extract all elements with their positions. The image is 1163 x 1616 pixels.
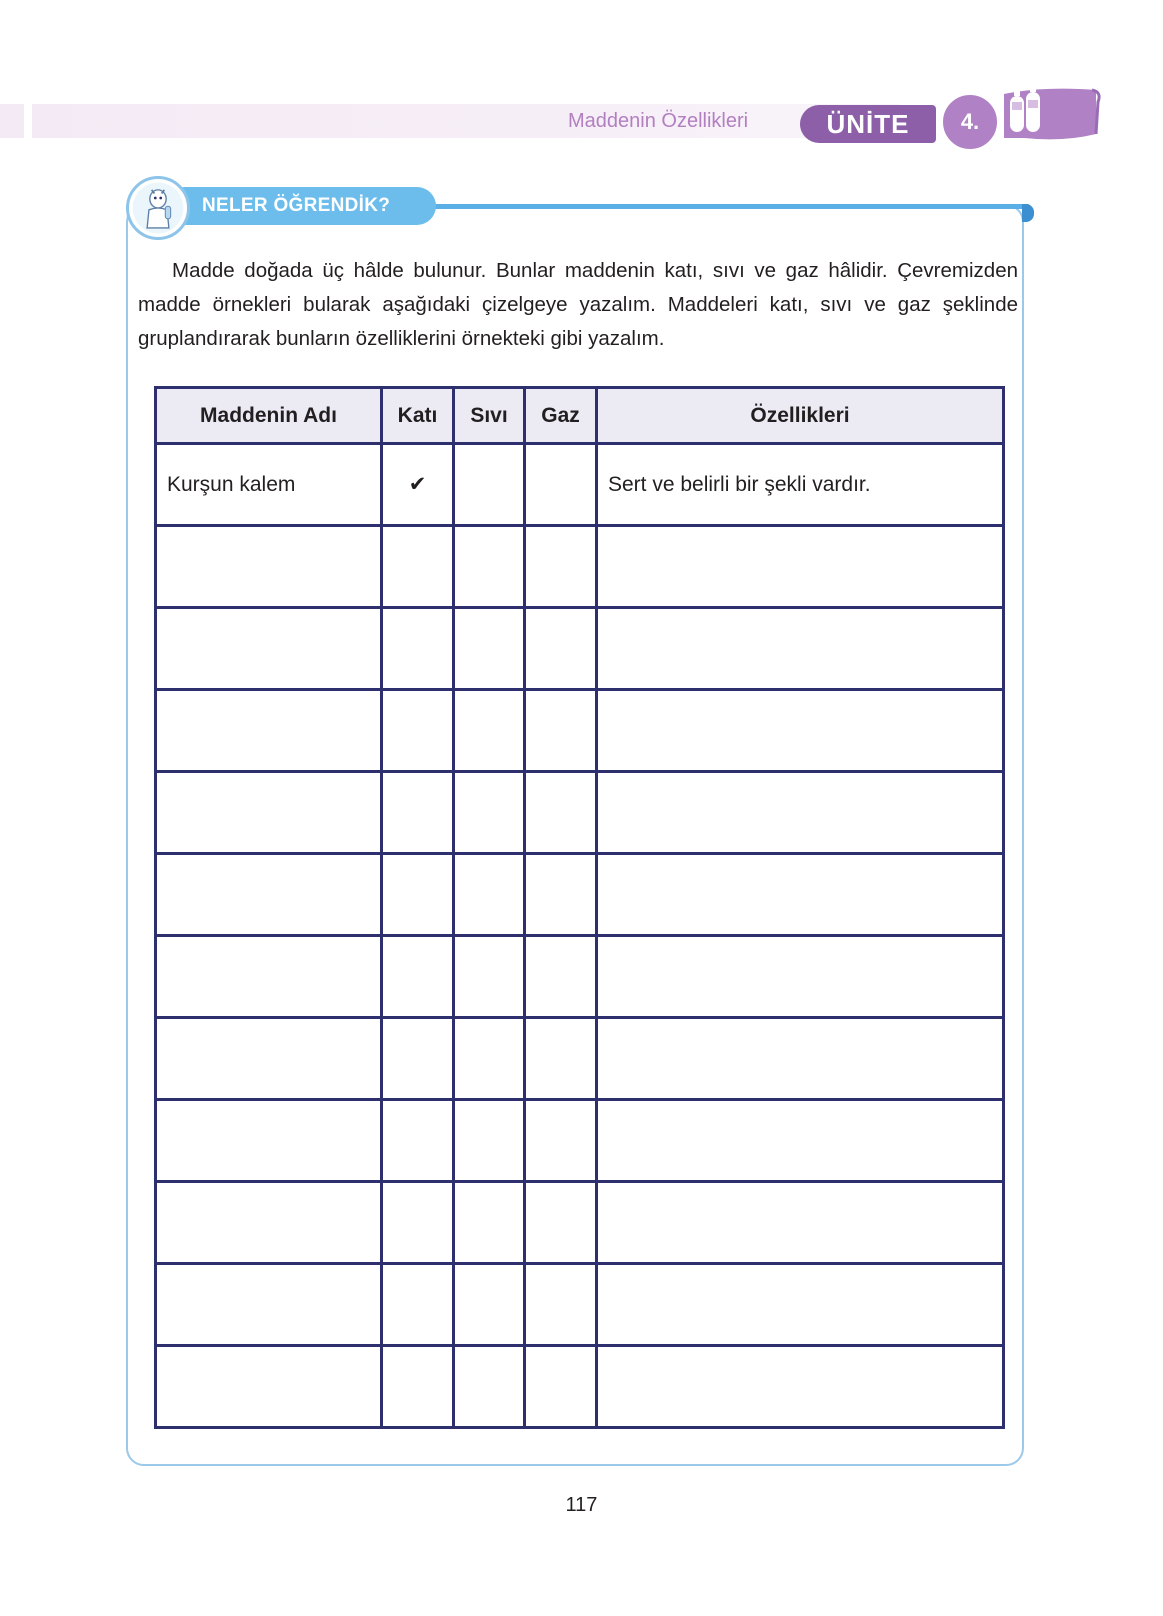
properties-cell[interactable]: Sert ve belirli bir şekli vardır. <box>597 444 1004 526</box>
gas-cell[interactable] <box>525 772 597 854</box>
table-row <box>156 1100 1004 1182</box>
liquid-cell[interactable] <box>454 526 525 608</box>
properties-cell[interactable] <box>597 608 1004 690</box>
gas-cell[interactable] <box>525 936 597 1018</box>
gas-cell[interactable] <box>525 526 597 608</box>
unit-label: ÜNİTE <box>800 105 936 143</box>
test-tubes-icon <box>984 82 1104 154</box>
header-properties: Özellikleri <box>597 388 1004 444</box>
table-header-row <box>156 388 1004 444</box>
gas-cell[interactable] <box>525 1346 597 1428</box>
header-band-notch <box>24 104 32 138</box>
page-number: 117 <box>565 1494 598 1516</box>
properties-cell[interactable] <box>597 772 1004 854</box>
table-row <box>156 1264 1004 1346</box>
table-row <box>156 1182 1004 1264</box>
properties-cell[interactable] <box>597 1182 1004 1264</box>
properties-cell[interactable] <box>597 690 1004 772</box>
table-row <box>156 936 1004 1018</box>
liquid-cell[interactable] <box>454 1018 525 1100</box>
table-row <box>156 444 1004 526</box>
solid-cell[interactable] <box>382 936 454 1018</box>
table-row <box>156 854 1004 936</box>
solid-cell[interactable] <box>382 1100 454 1182</box>
substance-name-cell[interactable] <box>156 1018 382 1100</box>
liquid-cell[interactable] <box>454 1346 525 1428</box>
substance-name-cell[interactable] <box>156 690 382 772</box>
solid-cell[interactable] <box>382 690 454 772</box>
header-solid: Katı <box>382 388 454 444</box>
title-rule <box>430 204 1030 209</box>
header-substance-name: Maddenin Adı <box>156 388 382 444</box>
solid-cell[interactable] <box>382 1346 454 1428</box>
states-of-matter-table-wrapper <box>154 386 1005 1429</box>
solid-cell[interactable] <box>382 1018 454 1100</box>
solid-checkmark-icon[interactable]: ✔ <box>382 444 454 526</box>
liquid-cell[interactable] <box>454 1264 525 1346</box>
substance-name-cell[interactable] <box>156 772 382 854</box>
properties-cell[interactable] <box>597 1346 1004 1428</box>
substance-name-cell[interactable] <box>156 1264 382 1346</box>
gas-cell[interactable] <box>525 1100 597 1182</box>
header-liquid: Sıvı <box>454 388 525 444</box>
liquid-cell[interactable] <box>454 772 525 854</box>
gas-cell[interactable] <box>525 1264 597 1346</box>
scientist-mascot-icon <box>126 176 190 240</box>
table-row <box>156 690 1004 772</box>
gas-cell[interactable] <box>525 444 597 526</box>
substance-name-cell[interactable] <box>156 1346 382 1428</box>
substance-name-cell[interactable] <box>156 1100 382 1182</box>
header-band <box>0 104 900 138</box>
unit-number: 4. <box>940 92 1000 152</box>
solid-cell[interactable] <box>382 1264 454 1346</box>
substance-name-cell[interactable] <box>156 526 382 608</box>
liquid-cell[interactable] <box>454 444 525 526</box>
properties-cell[interactable] <box>597 1100 1004 1182</box>
gas-cell[interactable] <box>525 690 597 772</box>
solid-cell[interactable] <box>382 608 454 690</box>
substance-name-cell[interactable] <box>156 1182 382 1264</box>
activity-instructions: Madde doğada üç hâlde bulunur. Bunlar maddenin katı, sıvı ve gaz hâlidir. Çevremizden madde örnekleri bularak aşağıdaki çizelgeye yazalım. Maddeleri katı, sıvı ve gaz şeklinde gruplandırarak bunların özelliklerini örnekteki gibi yazalım. <box>138 259 1018 350</box>
liquid-cell[interactable] <box>454 608 525 690</box>
liquid-cell[interactable] <box>454 1100 525 1182</box>
gas-cell[interactable] <box>525 1018 597 1100</box>
states-of-matter-table <box>154 386 1005 1429</box>
liquid-cell[interactable] <box>454 1182 525 1264</box>
gas-cell[interactable] <box>525 854 597 936</box>
solid-cell[interactable] <box>382 526 454 608</box>
substance-name-cell[interactable] <box>156 608 382 690</box>
gas-cell[interactable] <box>525 1182 597 1264</box>
properties-cell[interactable] <box>597 936 1004 1018</box>
substance-name-cell[interactable] <box>156 854 382 936</box>
table-row <box>156 1346 1004 1428</box>
properties-cell[interactable] <box>597 1018 1004 1100</box>
solid-cell[interactable] <box>382 1182 454 1264</box>
title-rule-end <box>1022 204 1034 222</box>
table-row <box>156 608 1004 690</box>
solid-cell[interactable] <box>382 854 454 936</box>
liquid-cell[interactable] <box>454 936 525 1018</box>
properties-cell[interactable] <box>597 526 1004 608</box>
table-row <box>156 526 1004 608</box>
header-gas: Gaz <box>525 388 597 444</box>
activity-title: NELER ÖĞRENDİK? <box>180 187 436 225</box>
properties-cell[interactable] <box>597 1264 1004 1346</box>
liquid-cell[interactable] <box>454 690 525 772</box>
properties-cell[interactable] <box>597 854 1004 936</box>
table-row <box>156 1018 1004 1100</box>
substance-name-cell[interactable]: Kurşun kalem <box>156 444 382 526</box>
chapter-title: Maddenin Özellikleri <box>568 110 749 132</box>
table-row <box>156 772 1004 854</box>
gas-cell[interactable] <box>525 608 597 690</box>
solid-cell[interactable] <box>382 772 454 854</box>
liquid-cell[interactable] <box>454 854 525 936</box>
substance-name-cell[interactable] <box>156 936 382 1018</box>
